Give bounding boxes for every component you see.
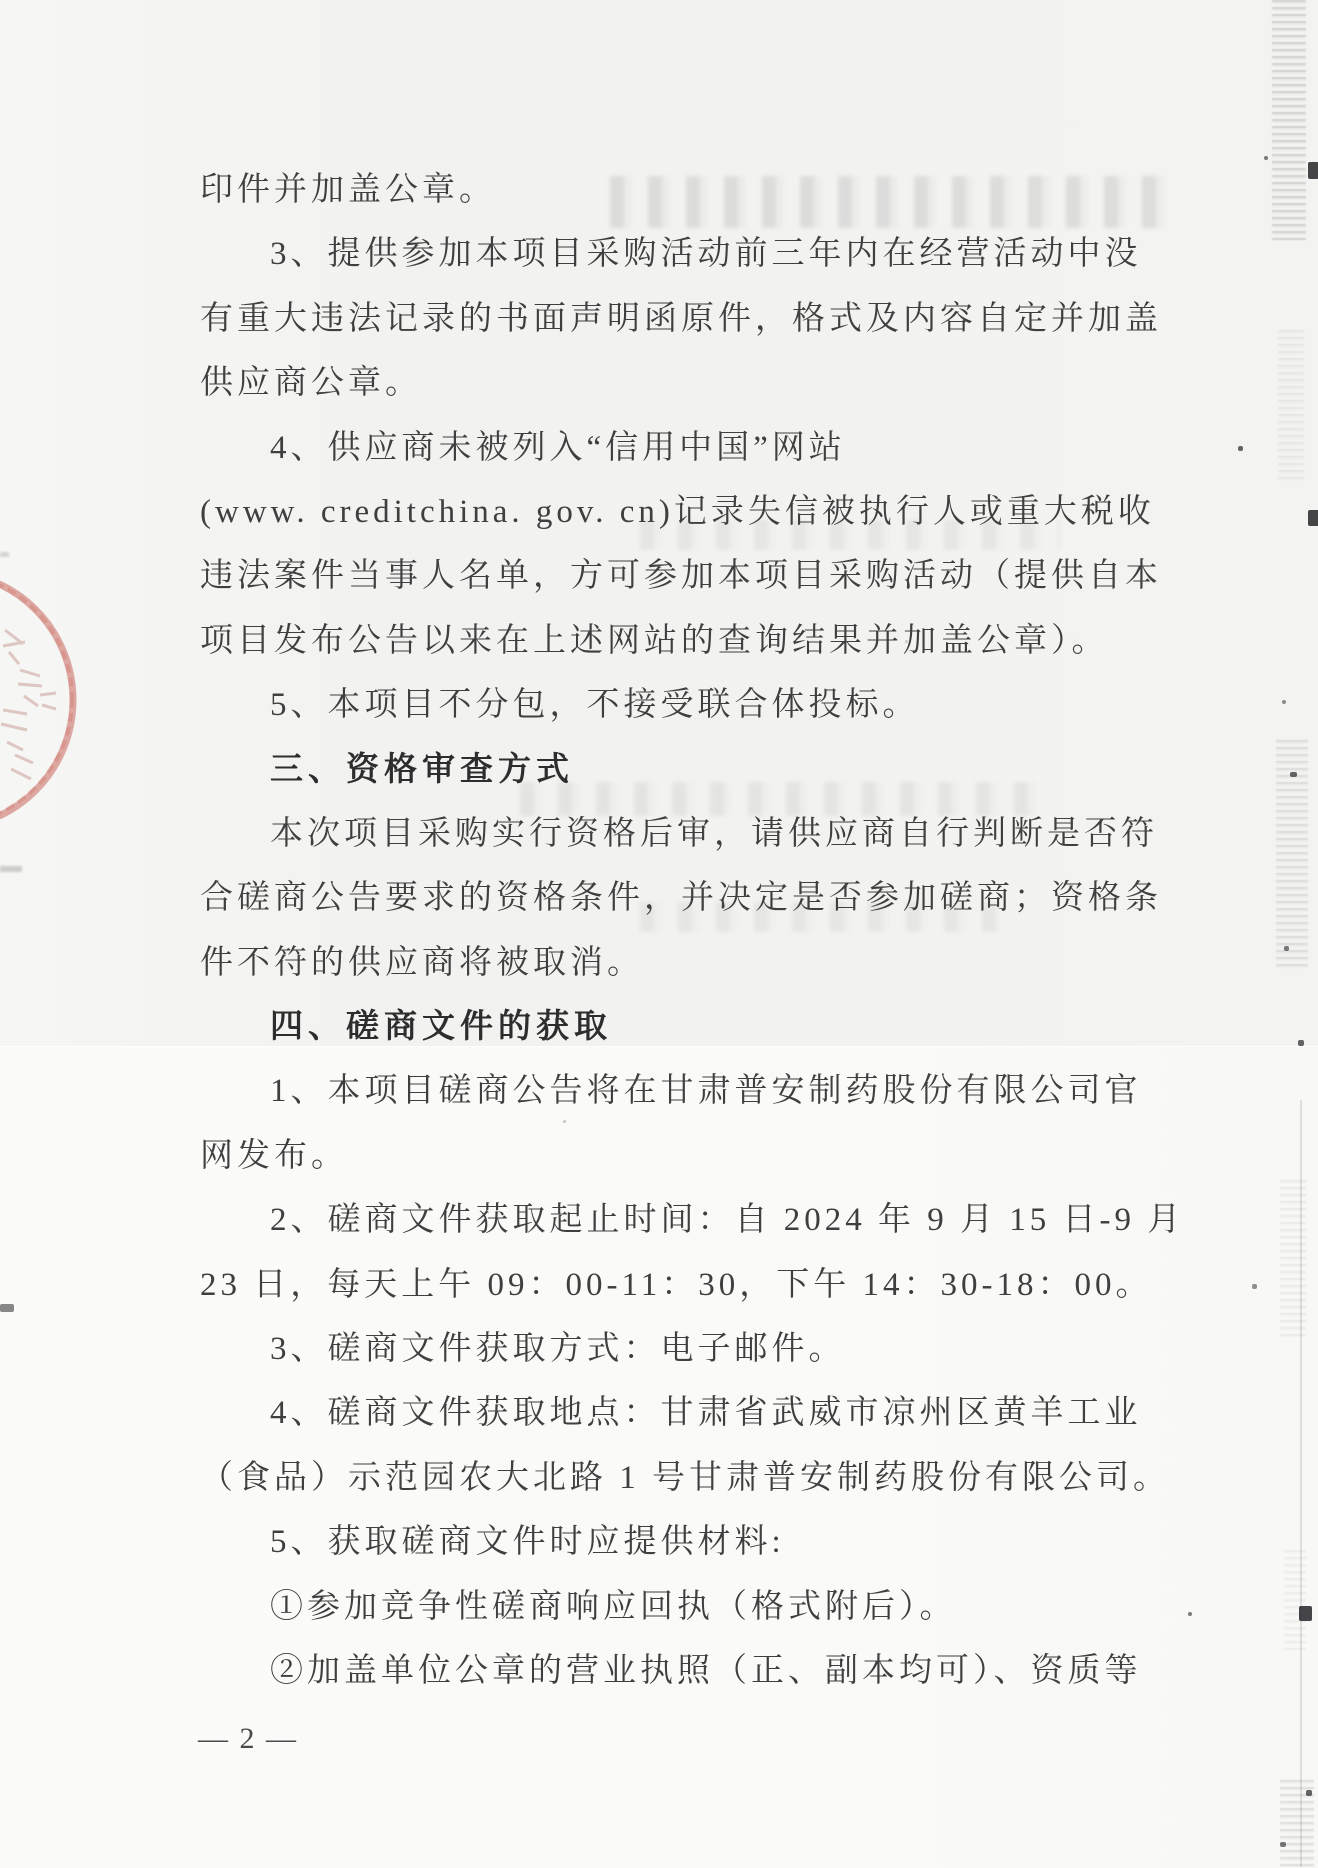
document-line: 网发布。 — [200, 1137, 348, 1174]
scan-noise — [1284, 1550, 1306, 1650]
document-line: （食品）示范园农大北路 1 号甘肃普安制药股份有限公司。 — [200, 1459, 1170, 1496]
scan-speck — [1284, 946, 1289, 951]
scan-speck — [1308, 510, 1318, 526]
document-line: 2、磋商文件获取起止时间：自 2024 年 9 月 15 日-9 月 — [270, 1202, 1185, 1239]
scan-noise — [1272, 0, 1306, 240]
document-line: 合磋商公告要求的资格条件，并决定是否参加磋商；资格条 — [200, 880, 1162, 917]
section-heading: 三、资格审查方式 — [270, 751, 574, 788]
page-edge-line — [1300, 1100, 1302, 1867]
document-line: 件不符的供应商将被取消。 — [200, 944, 644, 981]
document-line: 4、磋商文件获取地点：甘肃省武威市凉州区黄羊工业 — [270, 1395, 1142, 1432]
document-line: ①参加竞争性磋商响应回执（格式附后）。 — [270, 1588, 957, 1625]
document-line: 印件并加盖公章。 — [200, 172, 496, 208]
scan-noise — [1278, 330, 1304, 480]
document-text-block — [200, 158, 1185, 1703]
document-line: 4、供应商未被列入“信用中国”网站 — [270, 429, 846, 466]
document-line: 本次项目采购实行资格后审，请供应商自行判断是否符 — [270, 815, 1158, 852]
scan-speck — [1252, 1284, 1257, 1289]
page-number: — 2 — — [198, 1722, 298, 1755]
scan-speck — [1238, 446, 1243, 451]
document-line: 5、获取磋商文件时应提供材料: — [270, 1524, 785, 1561]
scan-speck — [1306, 1790, 1312, 1796]
document-line: 项目发布公告以来在上述网站的查询结果并加盖公章）。 — [200, 622, 1109, 659]
document-line: 23 日，每天上午 09：00-11：30，下午 14：30-18：00。 — [200, 1266, 1153, 1303]
document-line: (www. creditchina. gov. cn)记录失信被执行人或重大税收 — [200, 493, 1155, 530]
scan-speck — [1308, 162, 1318, 179]
document-line: 违法案件当事人名单，方可参加本项目采购活动（提供自本 — [200, 558, 1162, 595]
scan-speck — [1282, 700, 1286, 704]
scan-speck — [1298, 1040, 1304, 1046]
document-line: 5、本项目不分包，不接受联合体投标。 — [270, 687, 920, 724]
document-line: 有重大违法记录的书面声明函原件，格式及内容自定并加盖 — [200, 300, 1162, 337]
scan-speck — [1290, 772, 1297, 777]
scan-noise — [1280, 1180, 1306, 1340]
scan-speck — [1188, 1612, 1192, 1616]
scan-mark — [0, 866, 22, 872]
document-line: 供应商公章。 — [200, 365, 422, 402]
document-line: 3、磋商文件获取方式：电子邮件。 — [270, 1331, 846, 1368]
section-heading: 四、磋商文件的获取 — [270, 1009, 612, 1046]
scan-mark — [0, 552, 9, 557]
scan-speck — [1299, 1606, 1312, 1621]
scan-speck — [1264, 156, 1268, 160]
scan-mark — [0, 1304, 14, 1312]
document-line: 3、提供参加本项目采购活动前三年内在经营活动中没 — [270, 236, 1142, 273]
document-line: ②加盖单位公章的营业执照（正、副本均可）、资质等 — [270, 1652, 1142, 1689]
scan-speck — [1280, 1842, 1286, 1847]
document-line: 1、本项目磋商公告将在甘肃普安制药股份有限公司官 — [270, 1073, 1142, 1110]
